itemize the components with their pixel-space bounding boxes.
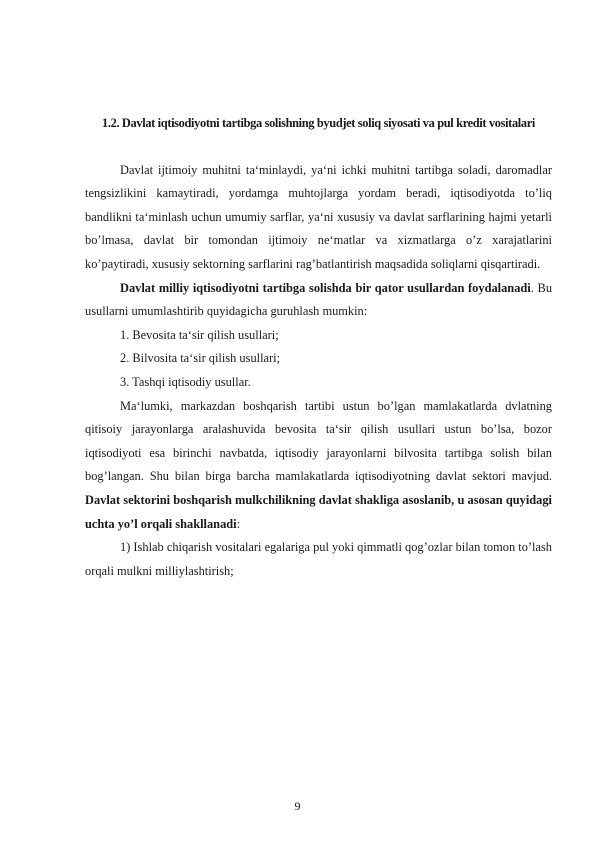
list-item: 2. Bilvosita ta‘sir qilish usullari; [120,351,281,366]
bold-phrase-methods: Davlat milliy iqtisodiyotni tartibga solishda bir qator usullardan foydalanadi [120,280,531,295]
paragraph-state-sector [85,395,552,537]
paragraph-regulation-methods [85,277,552,324]
section-heading: 1.2. Davlat iqtisodiyotni tartibga solishning byudjet soliq siyosati va pul kredit vositalari [102,116,535,130]
paragraph-state-social-role: Davlat ijtimoiy muhitni ta‘minlaydi, ya‘ni ichki muhitni tartibga soladi, daromadlar tengsizlikini kamaytiradi, yordamga muhtojlarga yordam beradi, iqtisodiyotda to’liq bandlikni ta‘minlash uchun umumiy sarflar, ya‘ni xususiy va davlat sarflarining hajmi yetarli bo’lmasa, davlat bir tomondan ijtimoiy ne‘matlar va xizmatlarga o’z xarajatlarini ko’paytiradi, xususiy sektorning sarflarini rag’batlantirish maqsadida soliqlarni qisqartiradi. [85,162,552,271]
list-item: 3. Tashqi iqtisodiy usullar. [120,374,251,389]
paragraph-state-sector-end: : [236,516,241,531]
paragraph-state-sector-text: Ma‘lumki, markazdan boshqarish tartibi ustun bo’lgan mamlakatlarda dvlatning qitisoiy jarayonlarga aralashuvida bevosita ta‘sir qilish usullari ustun bo’lsa, bozor iqtisodiyoti esa birinchi navbatda, iqtisodiy jarayonlarni bilvosita tartibga solish bilan bog’langan. Shu bilan birga barcha mamlakatlarda iqtisodiyotning davlat sektori mavjud. [85,398,552,484]
paragraph-nationalization: 1) Ishlab chiqarish vositalari egalariga pul yoki qimmatli qog’ozlar bilan tomon to’lash orqali mulkni milliylashtirish; [85,540,552,578]
page-content [85,112,552,583]
list-item: 1. Bevosita ta‘sir qilish usullari; [120,327,279,342]
page-number: 9 [294,799,301,813]
paragraph-regulation-methods-rest: . Bu usullarni umumlashtirib quyidagicha guruhlash mumkin: [85,280,553,319]
bold-phrase-state-sector: Davlat sektorini boshqarish mulkchilikning davlat shakliga asoslanib, u asosan quyidagi uchta yo’l orqali shakllanadi [85,492,552,531]
